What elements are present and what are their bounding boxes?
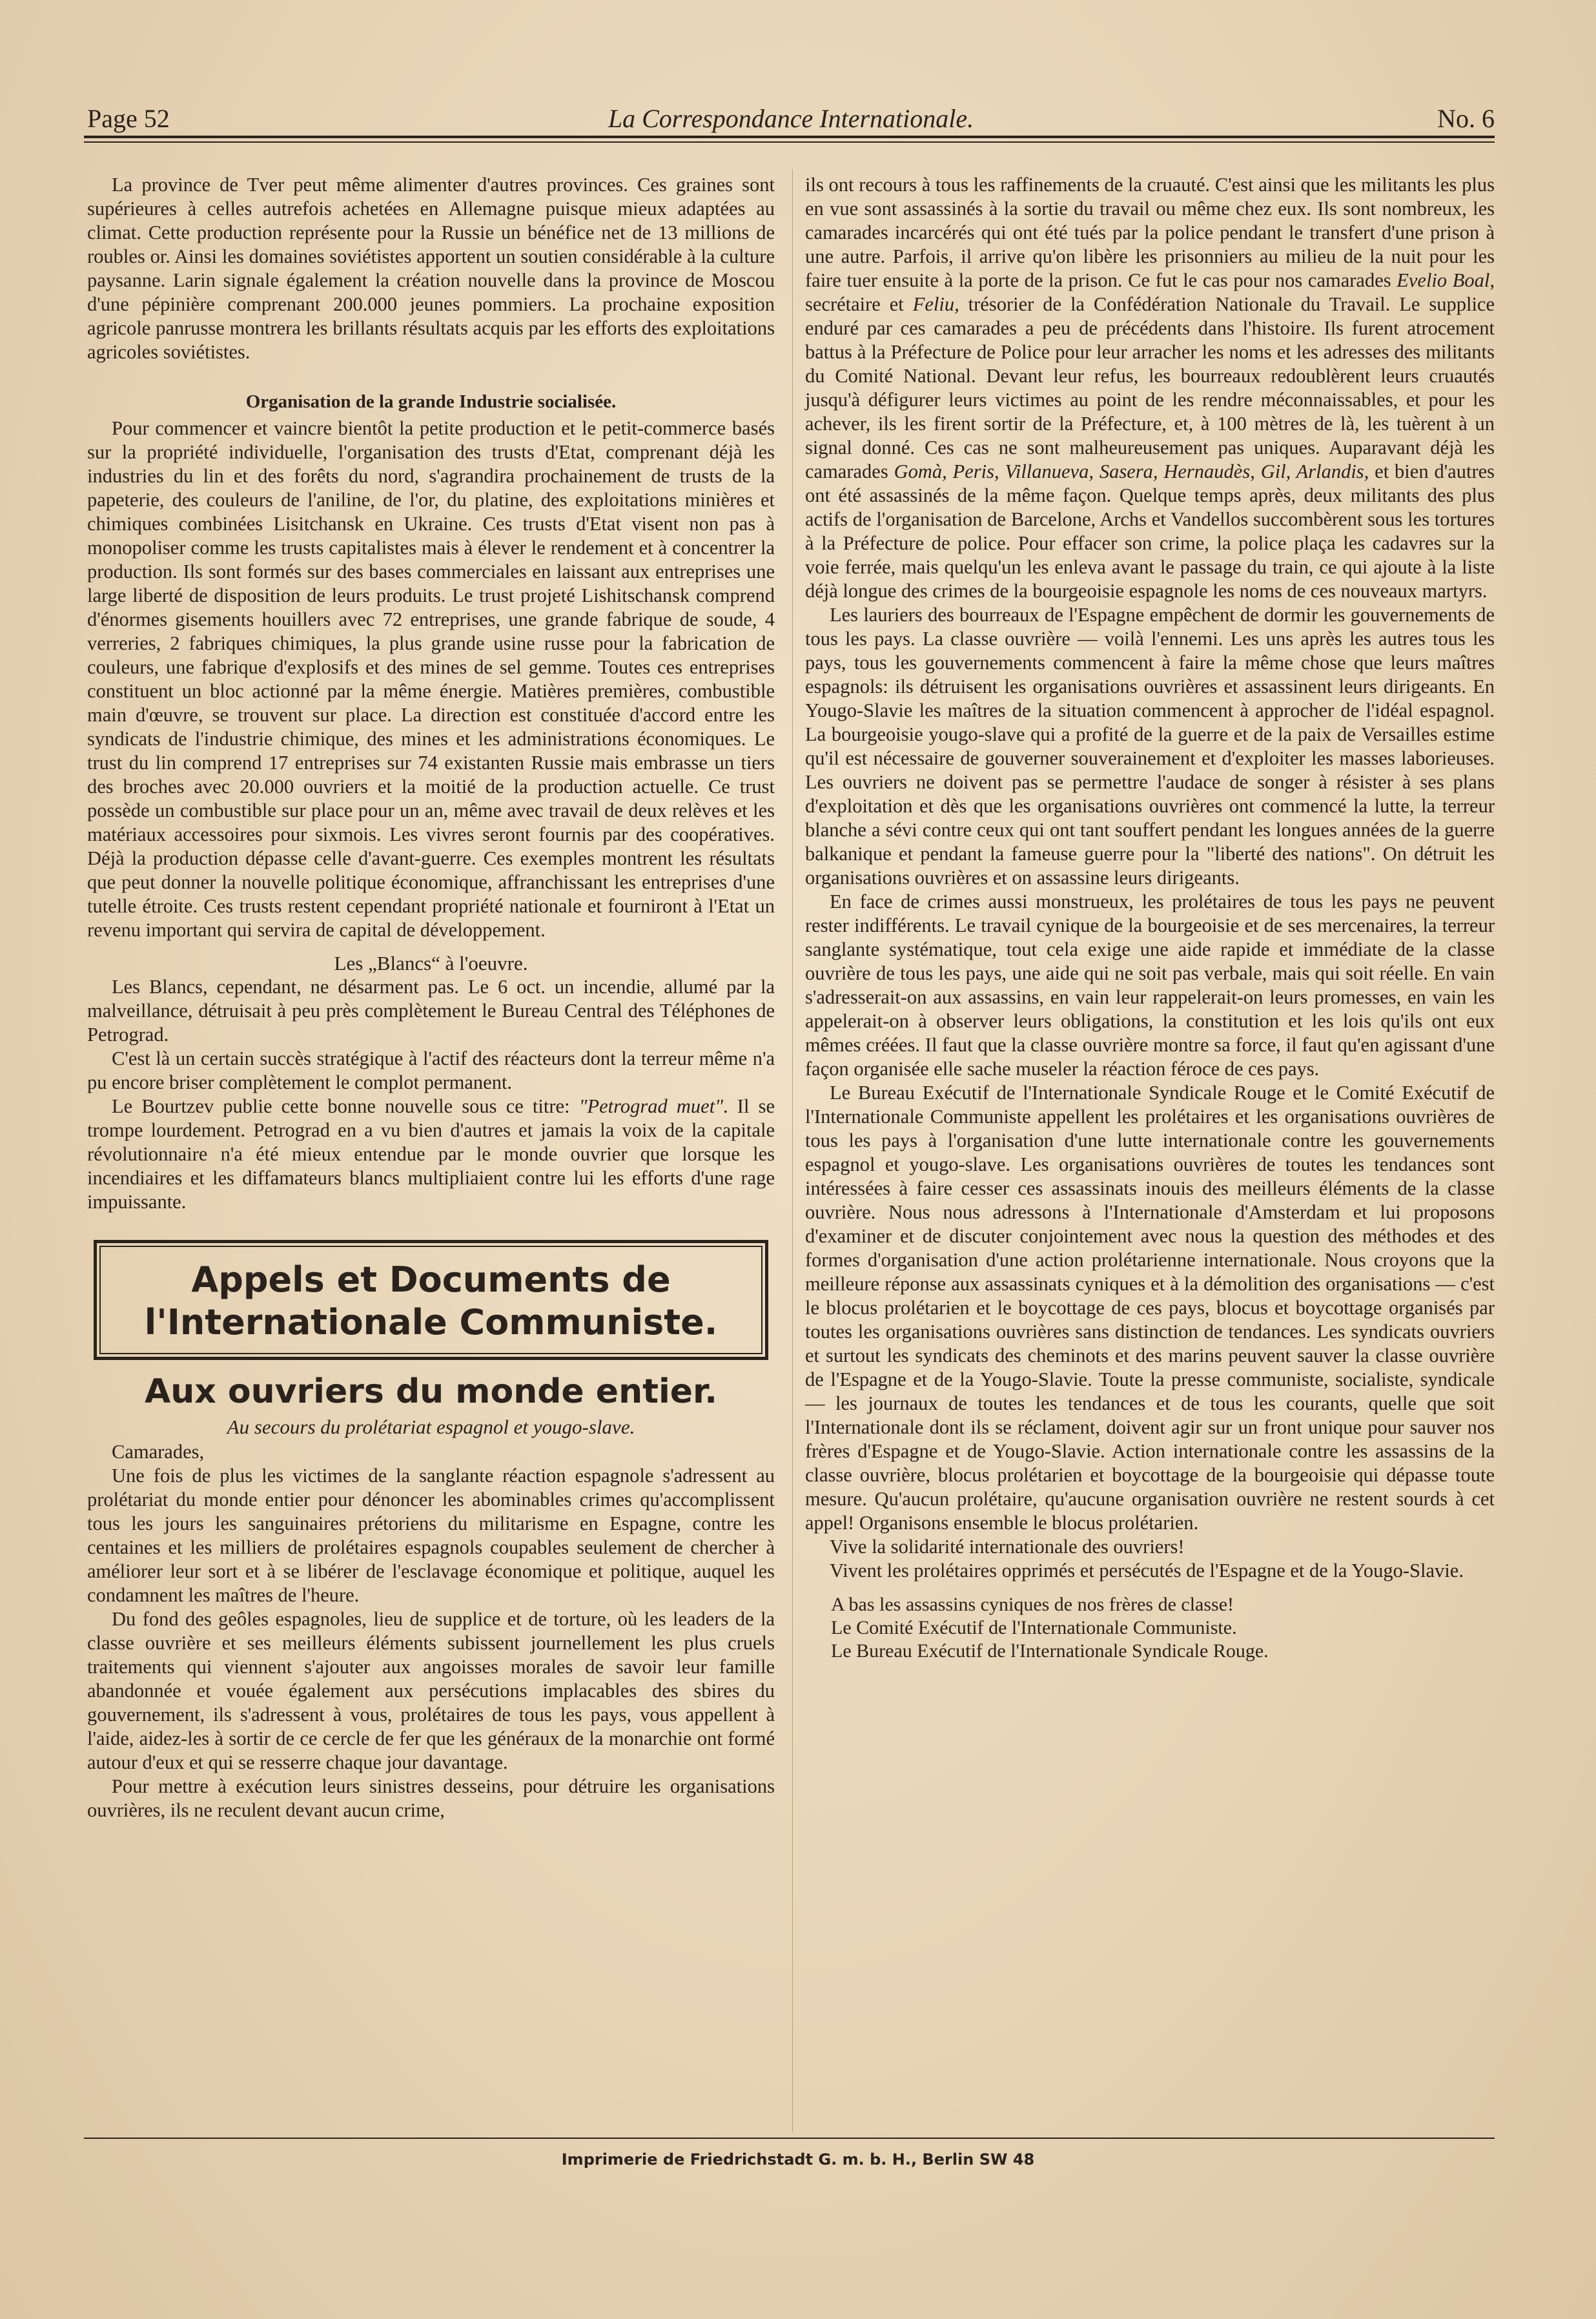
paragraph: Pour commencer et vaincre bientôt la petite production et le petit-commerce basés sur la propriété individuelle, l'organisation des trusts d'Etat, comprenant déjà les industries du lin et des forêts du nord, s'agrandira prochainement de trusts de la papeterie, des couleurs de l'aniline, de l'or, du platine, des exploitations minières et chimiques combinées Lisitchansk en Ukraine. Ces trusts d'Etat visent non pas à monopoliser comme les trusts capitalistes mais à élever le rendement et à concentrer la production. Ils sont formés sur des bases commerciales en laissant aux entreprises une large liberté de disposition de leurs produits. Le trust projeté Lishitschansk comprend d'énormes gisements houillers avec 72 entreprises, une grande fabrique de soude, 4 verreries, 2 fabriques chimiques, la plus grande usine russe pour la fabrication de couleurs, une fabrique d'explosifs et des mines de sel gemme. Toutes ces entreprises constituent un bloc actionné par la même énergie. Matières premières, combustible main d'œuvre, se trouvent sur place. La direction est constituée d'accord entre les syndicats de l'industrie chimique, des mines et les administrations économiques. Le trust du lin comprend 17 entreprises sur 74 existanten Russie mais embrasse un tiers des broches avec 20.000 ouvriers et la moitié de la production actuelle. Ce trust possède un combustible sur place pour un an, même avec travail de deux relèves et les matériaux accessoires pour sixmois. Les vivres seront fournis par des coopératives. Déjà la production dépasse celle d'avant-guerre. Ces exemples montrent les résultats que peut donner la nouvelle politique économique, affranchissant les entreprises d'une tutelle étroite. Ces trusts restent cependant propriété nationale et fourniront à l'Etat un revenu important qui servira de capital de développement. <box>87 417 775 941</box>
text-run: ils ont recours à tous les raffinements de la cruauté. C'est ainsi que les militants les plus en vue sont assassinés à la sortie du travail ou même chez eux. Ils sont nombreux, les camarades incarcérés qui ont été tués par la police pendant le transfert d'une prison à une autre. Parfois, il arrive qu'on libère les prisonniers au milieu de la nuit pour les faire tuer ensuite à la porte de la prison. Ce fut le cas pour nos camarades <box>805 174 1495 291</box>
paragraph: Les lauriers des bourreaux de l'Espagne empêchent de dormir les gouvernements de tous les pays. La classe ouvrière — voilà l'ennemi. Les uns après les autres tous les pays, tous les gouvernements commencent à faire la même chose que leurs maîtres espagnols: ils détruisent les organisations ouvrières et assassinent leurs dirigeants. En Yougo-Slavie les maîtres de la situation commencent à approcher de l'idéal espagnol. La bourgeoisie yougo-slave qui a profité de la guerre et de la paix de Versailles estime qu'il est nécessaire de gouverner souverainement et d'exploiter les masses laborieuses. Les ouvriers ne doivent pas se permettre l'audace de songer à résister à ses plans d'exploitation et dès que les organisations ouvrières ont commencé la lutte, la terreur blanche a sévi contre ceux qui ont tant souffert pendant les longues années de la guerre balkanique et pendant la fameuse guerre pour la "liberté des nations". On détruit les organisations ouvrières et on assassine leurs dirigeants. <box>805 604 1495 889</box>
issue-number: No. 6 <box>1437 104 1495 133</box>
section-banner <box>99 1246 762 1354</box>
signature-line: Le Bureau Exécutif de l'Internationale Syndicale Rouge. <box>831 1640 1269 1662</box>
paragraph: La province de Tver peut même alimenter d'autres provinces. Ces graines sont supérieures à celles autrefois achetées en Allemagne puisque mieux adaptées au climat. Cette production représente pour la Russie un bénéfice net de 13 millions de roubles or. Ainsi les domaines soviétistes apportent un soutien considérable à la culture paysanne. Larin signale également la création nouvelle dans la province de Moscou d'une pépinière comprenant 200.000 jeunes pommiers. La prochaine exposition agricole panrusse montrera les brillants résultats acquis par les efforts des exploitations agricoles soviétistes. <box>87 174 775 363</box>
footer-rule <box>84 2138 1495 2139</box>
paragraph: Vive la solidarité internationale des ouvriers! <box>830 1536 1185 1558</box>
left-column <box>87 173 775 1822</box>
italic-text-run: Feliu, <box>912 293 959 315</box>
text-run: trésorier de la Confédération Nationale du Travail. Le supplice enduré par ces camarades a peu de précédents dans l'histoire. Ils furent atrocement battus à la Préfecture de Police pour leur arracher les noms et les adresses des militants du Comité National. Devant leur refus, les bourreaux redoublèrent leurs cruautés jusqu'à défigurer leurs victimes au point de les rendre méconnaissables, et pour les achever, ils les firent sortir de la Préfecture, et, à 100 mètres de là, les tuèrent à un signal donné. Ces cas ne sont malheureusement pas uniques. Auparavant déjà les camarades <box>805 293 1495 482</box>
header-rule-thin <box>84 141 1495 143</box>
paragraph: En face de crimes aussi monstrueux, les prolétaires de tous les pays ne peuvent rester indifférents. Le travail cynique de la bourgeoisie et de ses mercenaires, la terreur sanglante systématique, tout cela exige une aide rapide et immédiate de la classe ouvrière de tous les pays, une aide qui ne soit pas verbale, mais qui soit réelle. En vain s'adresserait-on aux assassins, en vain leur rappelerait-on leurs promesses, en vain les appelerait-on à observer leurs obligations, la constitution et les lois qu'ils ont eux mêmes créées. Il faut que la classe ouvrière montre sa force, il faut qu'en agissant d'une façon organisée elle sache museler la réaction féroce de ces pays. <box>805 891 1495 1080</box>
paragraph: Pour mettre à exécution leurs sinistres desseins, pour détruire les organisations ouvrières, ils ne reculent devant aucun crime, <box>87 1775 775 1821</box>
section-banner-box <box>94 1240 768 1360</box>
paragraph: Vivent les prolétaires opprimés et persécutés de l'Espagne et de la Yougo-Slavie. <box>830 1560 1464 1582</box>
italic-text-run: Evelio Boal, <box>1396 269 1495 291</box>
text-run: et bien d'autres ont été assassinés de la même façon. Quelque temps après, deux militants des plus actifs de l'organisation de Barcelone, Archs et Vandellos succombèrent sous les tortures à la Préfecture de police. Pour effacer son crime, la police plaça les cadavres sur la voie ferrée, mais quelqu'un les enleva avant le passage du train, ce qui ajoute à la liste déjà longue des crimes de la bourgeoisie espagnole les noms de ces nouveaux martyrs. <box>805 460 1495 602</box>
paragraph: Le Bureau Exécutif de l'Internationale Syndicale Rouge et le Comité Exécutif de l'Internationale Communiste appellent les prolétaires et les organisations ouvrières de tous les pays à l'organisation d'une lutte internationale contre les gouvernements espagnol et yougo-slave. Les organisations ouvrières de toutes les tendances sont intéressées à faire cesser ces assassinats inouis des meilleurs éléments de la classe ouvrière. Nous nous adressons à l'Internationale d'Amsterdam et lui proposons d'examiner et de discuter conjointement avec nous la question des méthodes et des formes d'organisation d'une action prolétarienne internationale. Nous croyons que la meilleure réponse aux assassinats cyniques et à la démolition des organisations — c'est le blocus prolétarien et le boycottage de ces pays, blocus et boycottage organisés par toutes les organisations ouvrières sans distinction de tendances. Les syndicats ouvriers et surtout les syndicats des cheminots et des marins peuvent sauver la classe ouvrière de l'Espagne et de la Yougo-Slavie. Toute la presse communiste, socialiste, syndicale — les journaux de toutes les tendances et de tous les courants, quelle que soit l'Internationale dont ils se réclament, doivent agir sur un front unique pour sauver nos frères d'Espagne et de Yougo-Slavie. Action internationale contre les assassins de la classe ouvrière, blocus prolétarien et boycottage de la bourgeoisie qui dépasse toute mesure. Qu'aucun prolétaire, qu'aucune organisation ouvrière ne restent sourds à cet appel! Organisons ensemble le blocus prolétarien. <box>805 1082 1495 1534</box>
paragraph <box>87 1095 775 1214</box>
paragraph: Une fois de plus les victimes de la sanglante réaction espagnole s'adressent au prolétariat du monde entier pour dénoncer les abominables crimes qu'accomplissent tous les jours les sanguinaires prétoriens du militarisme en Espagne, contre les centaines et les milliers de prolétaires espagnols coupables seulement de chercher à améliorer leur sort et à se libérer de l'esclavage économique et politique, auquel les condamnent les maîtres de l'heure. <box>87 1465 775 1606</box>
article-title: Aux ouvriers du monde entier. <box>144 1372 718 1411</box>
text-run: Le Bourtzev publie cette bonne nouvelle sous ce titre: <box>112 1095 579 1117</box>
paragraph: Du fond des geôles espagnoles, lieu de supplice et de torture, où les leaders de la classe ouvrière et ses meilleurs éléments subissent journellement les plus cruels traitements qui viennent s'ajouter aux angoisses morales de savoir leur famille abandonnée et vouée également aux persécutions implacables des sbires du gouvernement, ils s'adressent à vous, prolétaires de tous les pays, vous appellent à l'aide, aidez-les à sortir de ce cercle de fer que les généraux de la monarchie ont formé autour d'eux et qui se resserre chaque jour davantage. <box>87 1608 775 1773</box>
banner-line: l'Internationale Communiste. <box>144 1302 718 1343</box>
closing-line: A bas les assassins cyniques de nos frères de classe! <box>831 1594 1234 1615</box>
right-column <box>805 173 1495 1663</box>
page-number: Page 52 <box>87 104 170 133</box>
printer-imprint: Imprimerie de Friedrichstadt G. m. b. H., Berlin SW 48 <box>561 2150 1035 2169</box>
italic-text-run: Gomà, Peris, Villanueva, Sasera, Hernaudès, Gil, Arlandis, <box>894 460 1369 482</box>
paragraph: Les Blancs, cependant, ne désarment pas. Le 6 oct. un incendie, allumé par la malveillance, détruisait à peu près complètement le Bureau Central des Téléphones de Petrograd. <box>87 976 775 1046</box>
article-subtitle: Au secours du prolétariat espagnol et yougo-slave. <box>227 1416 635 1438</box>
header-rule-thick <box>84 136 1495 138</box>
italic-text-run: "Petrograd muet" <box>578 1095 724 1117</box>
text-run: . Il se trompe lourdement. Petrograd en a vu bien d'autres et jamais la voix de la capitale révolutionnaire n'a été mieux entendue par le monde ouvrier que lorsque les incendiaires et les diffamateurs blancs multipliaient contre lui les efforts d'une rage impuissante. <box>87 1095 775 1213</box>
paragraph <box>805 173 1495 603</box>
column-separator <box>792 169 793 2132</box>
section-heading: Organisation de la grande Industrie socialisée. <box>245 391 617 412</box>
publication-title: La Correspondance Internationale. <box>608 104 974 133</box>
paragraph: C'est là un certain succès stratégique à l'actif des réacteurs dont la terreur même n'a pu encore briser complètement le complot permanent. <box>87 1047 775 1093</box>
salutation: Camarades, <box>112 1441 205 1463</box>
text-run: secrétaire et <box>805 293 913 315</box>
banner-line: Appels et Documents de <box>191 1259 671 1300</box>
section-heading: Les „Blancs“ à l'oeuvre. <box>334 952 528 974</box>
signature-line: Le Comité Exécutif de l'Internationale Communiste. <box>831 1617 1237 1638</box>
